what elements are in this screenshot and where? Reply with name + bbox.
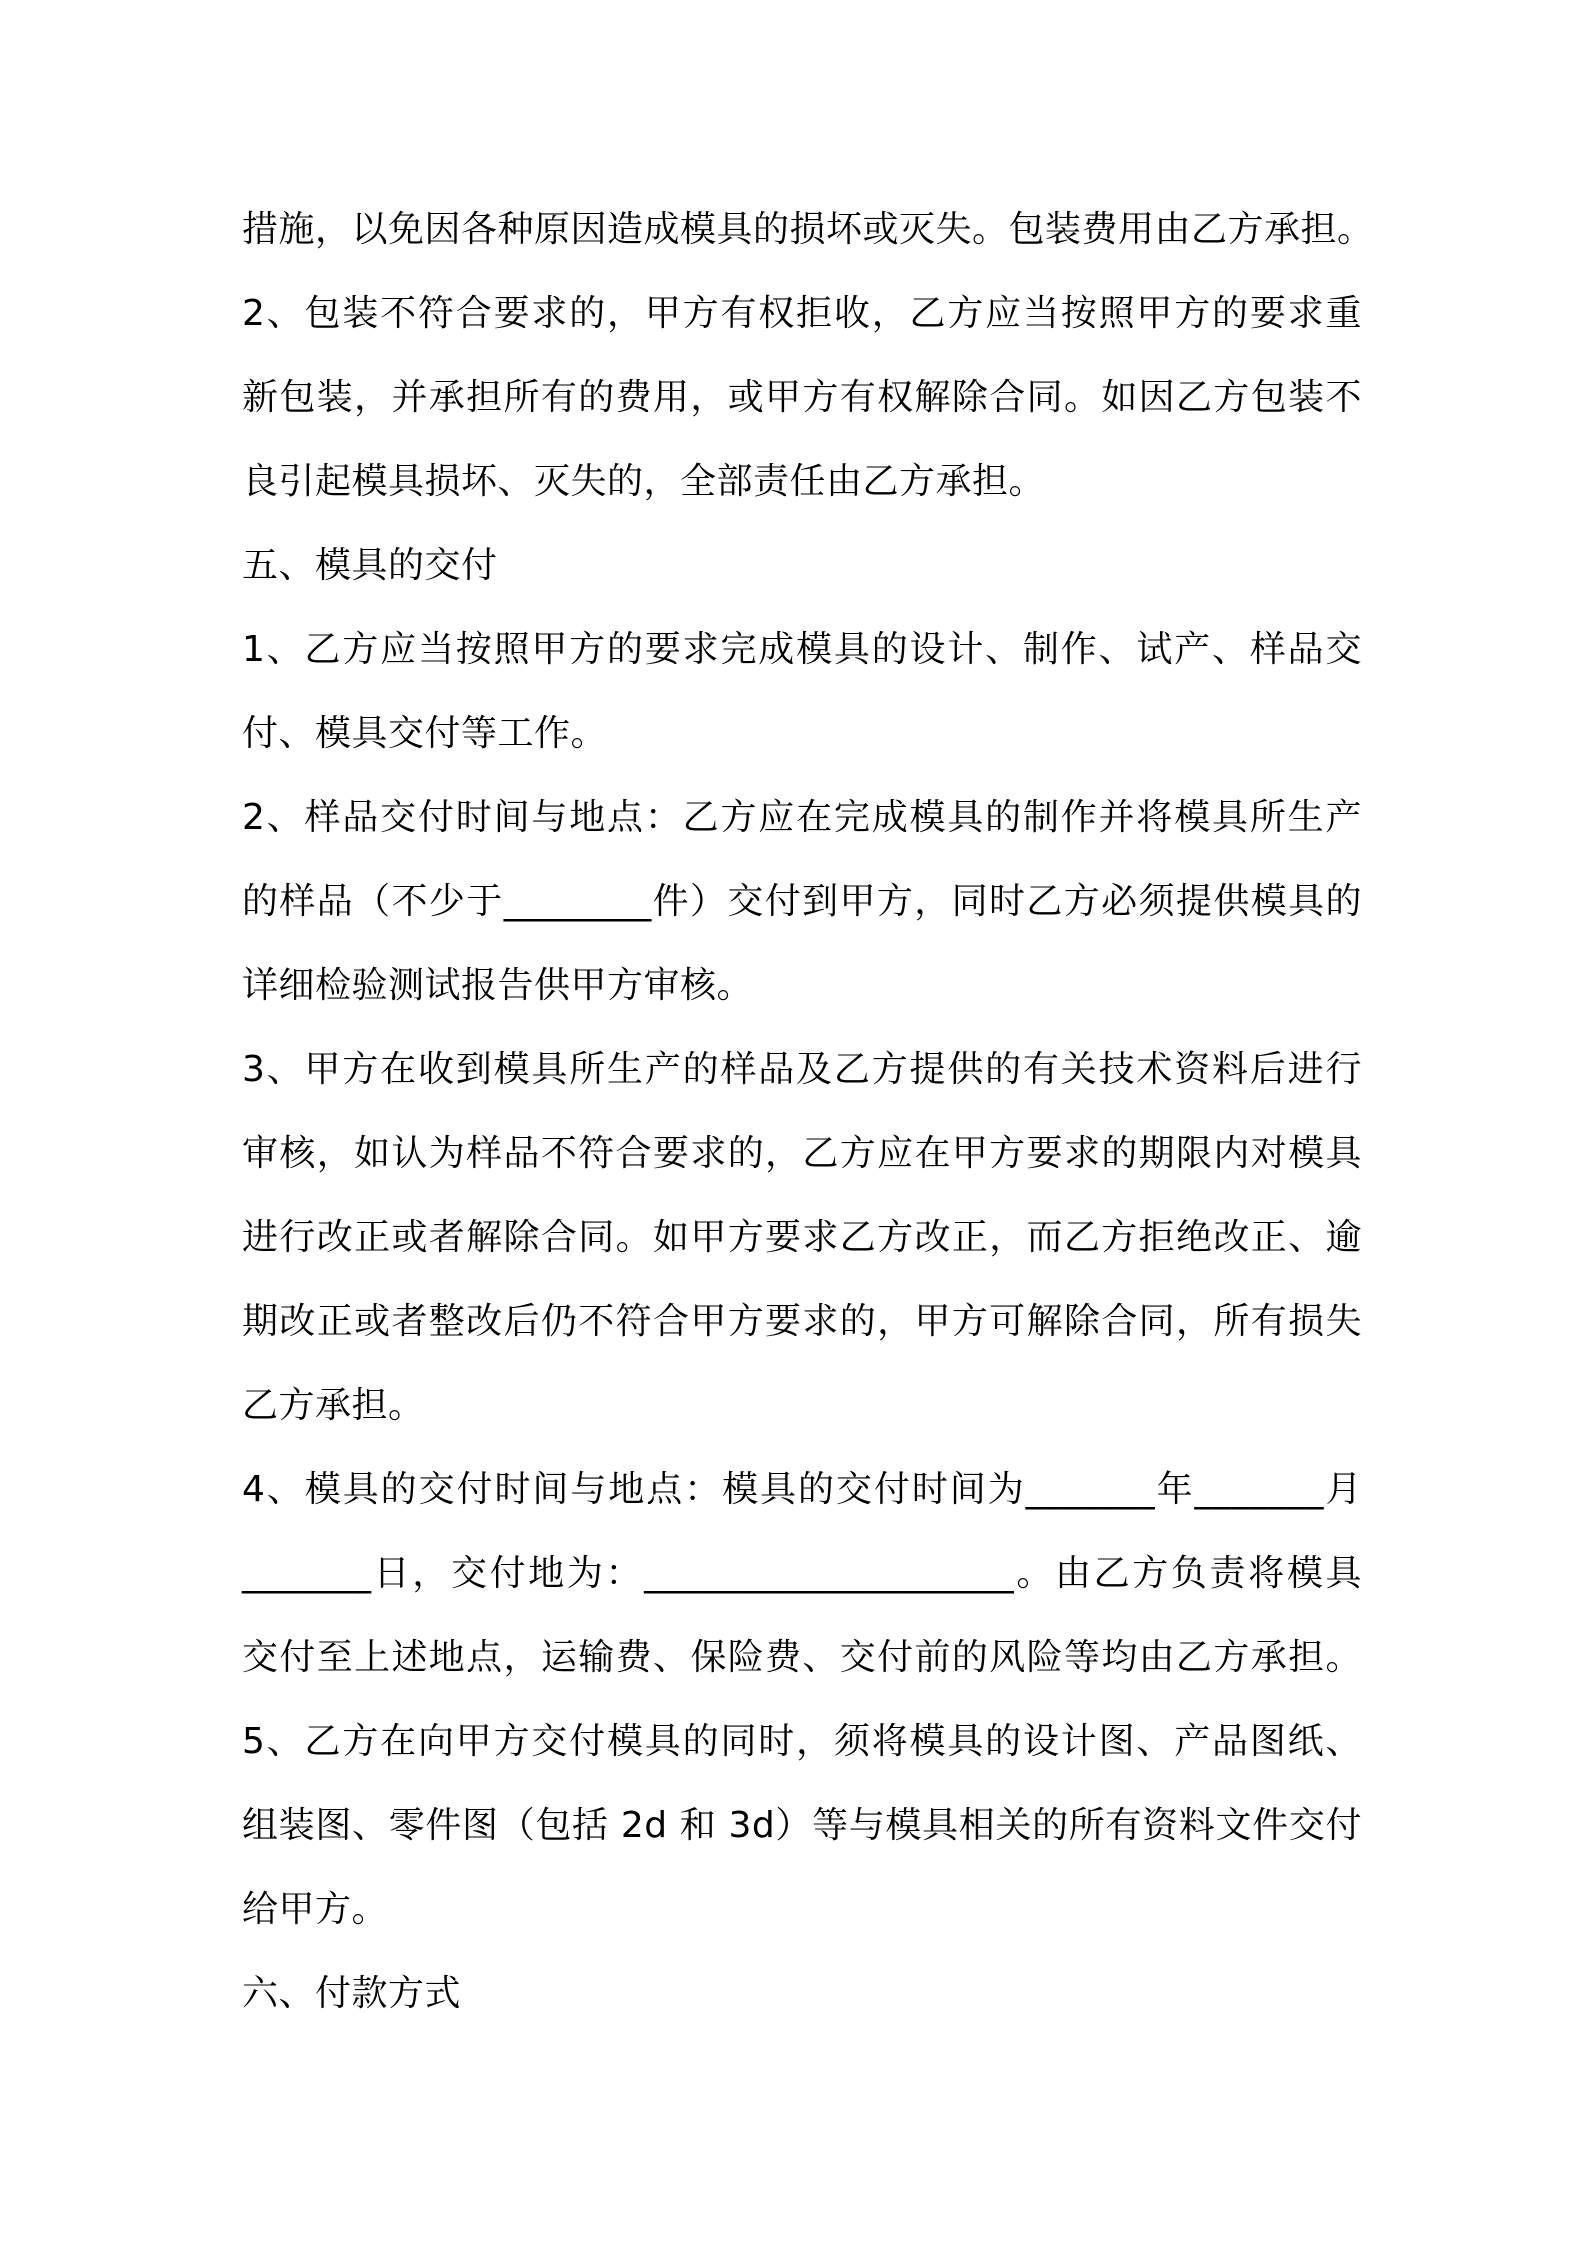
- paragraph-line: 组装图、零件图（包括 2d 和 3d）等与模具相关的所有资料文件交付: [242, 1805, 1362, 1846]
- paragraph-line: 乙方承担。: [242, 1385, 425, 1426]
- paragraph-line: 良引起模具损坏、灭失的，全部责任由乙方承担。: [242, 461, 1046, 502]
- section-heading: 六、付款方式: [242, 1973, 462, 2014]
- paragraph-line: 交付至上述地点，运输费、保险费、交付前的风险等均由乙方承担。: [242, 1637, 1362, 1678]
- paragraph-line: _______日，交付地为：____________________。由乙方负责将模具: [242, 1553, 1362, 1594]
- paragraph-line: 5、乙方在向甲方交付模具的同时，须将模具的设计图、产品图纸、: [242, 1721, 1362, 1762]
- paragraph-line: 给甲方。: [242, 1889, 389, 1930]
- paragraph-line: 新包装，并承担所有的费用，或甲方有权解除合同。如因乙方包装不: [242, 377, 1362, 418]
- paragraph-line: 3、甲方在收到模具所生产的样品及乙方提供的有关技术资料后进行: [242, 1049, 1362, 1090]
- paragraph-line: 审核，如认为样品不符合要求的，乙方应在甲方要求的期限内对模具: [242, 1133, 1362, 1174]
- paragraph-line: 4、模具的交付时间与地点：模具的交付时间为_______年_______月: [242, 1469, 1362, 1510]
- section-heading: 五、模具的交付: [242, 545, 498, 586]
- paragraph-line: 期改正或者整改后仍不符合甲方要求的，甲方可解除合同，所有损失: [242, 1301, 1362, 1342]
- paragraph-line: 的样品（不少于________件）交付到甲方，同时乙方必须提供模具的: [242, 881, 1362, 922]
- paragraph-line: 2、样品交付时间与地点：乙方应在完成模具的制作并将模具所生产: [242, 797, 1362, 838]
- paragraph-line: 进行改正或者解除合同。如甲方要求乙方改正，而乙方拒绝改正、逾: [242, 1217, 1362, 1258]
- paragraph-line: 付、模具交付等工作。: [242, 713, 608, 754]
- paragraph-line: 2、包装不符合要求的，甲方有权拒收，乙方应当按照甲方的要求重: [242, 293, 1362, 334]
- paragraph-line: 1、乙方应当按照甲方的要求完成模具的设计、制作、试产、样品交: [242, 629, 1362, 670]
- paragraph-line: 详细检验测试报告供甲方审核。: [242, 965, 754, 1006]
- paragraph-line: 措施，以免因各种原因造成模具的损坏或灭失。包装费用由乙方承担。: [242, 209, 1374, 250]
